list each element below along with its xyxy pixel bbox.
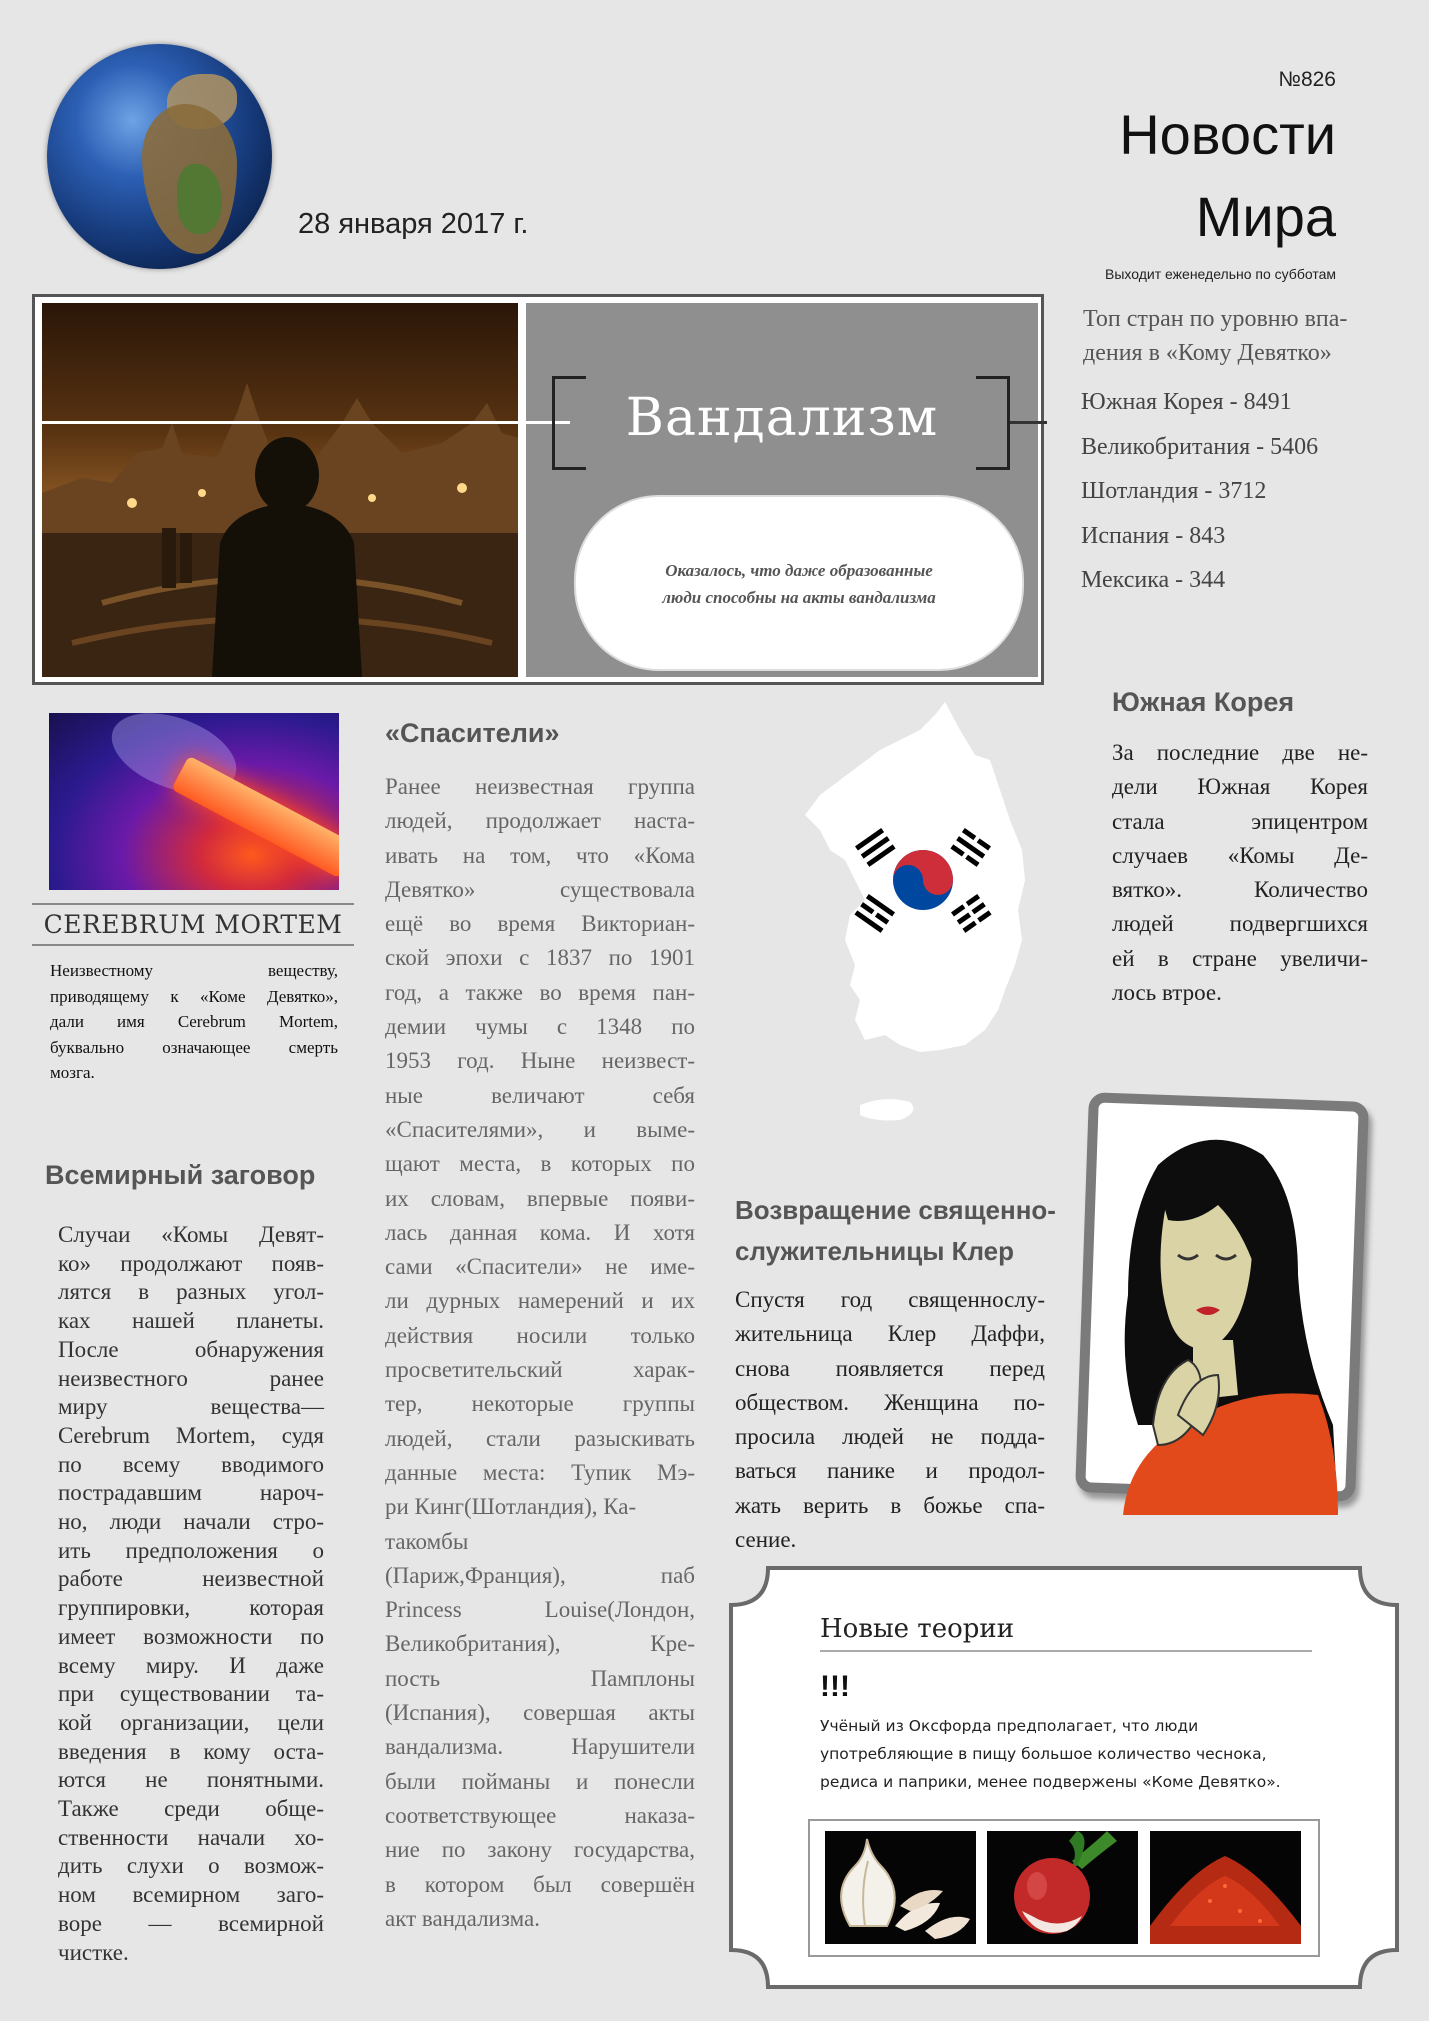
night-bridge-photo [42, 303, 518, 677]
conspiracy-heading: Всемирный заговор [45, 1160, 316, 1190]
text-line: «Спасителями», и выме- [385, 1116, 695, 1142]
text-line: ить предположения о [58, 1537, 324, 1563]
south-korea-heading: Южная Корея [1112, 687, 1295, 717]
text-line: просветительский харак- [385, 1357, 695, 1383]
text-line: кой организации, цели [58, 1709, 324, 1735]
text-line: ном всемирном заго- [58, 1882, 324, 1908]
text-line: тер, некоторые группы [385, 1391, 695, 1417]
priestess-heading: Возвращение священно- служительницы Клер [735, 1195, 1056, 1266]
text-line: ской эпохи с 1837 по 1901 [385, 945, 695, 971]
text-line: (Испания), совершая акты [385, 1700, 695, 1726]
list-item: Южная Корея - 8491 [1081, 389, 1292, 415]
text-line: данные места: Тупик Мэ- [385, 1459, 695, 1485]
text-line: ли дурных намерений и их [385, 1288, 695, 1314]
banner-rule-left [42, 421, 570, 424]
text-line: в котором был совершён [385, 1871, 695, 1897]
top-countries-title: Топ стран по уровню впа- дения в «Кому Девятко» [1083, 306, 1348, 366]
publication-frequency: Выходит еженедельно по субботам [1105, 266, 1336, 282]
text-line: Девятко» существовала [385, 876, 695, 902]
list-item: Испания - 843 [1081, 522, 1226, 549]
text-line: действия носили только [385, 1322, 695, 1348]
text-line: лась данная кома. И хотя [385, 1219, 695, 1245]
top-countries-list [1081, 380, 1318, 603]
korea-flag-icon [853, 825, 993, 935]
text-line: группировки, которая [58, 1595, 324, 1621]
masthead-title-line1: Новости [1119, 103, 1336, 166]
saviors-text [385, 770, 695, 1936]
text-line: (Париж,Франция), паб [385, 1562, 695, 1588]
text-line: вандализма. Нарушители [385, 1734, 695, 1760]
text-line: акт вандализма. [385, 1905, 540, 1931]
list-item: Мексика - 344 [1081, 567, 1226, 593]
masthead-title-line2: Мира [1195, 185, 1336, 248]
text-line: чистке. [58, 1939, 129, 1965]
divider [820, 1650, 1312, 1652]
text-line: ко» продолжают появ- [58, 1250, 324, 1276]
text-line: дить слухи о возмож- [58, 1853, 324, 1879]
text-line: имеет возможности по [58, 1623, 324, 1649]
issue-number: №826 [1278, 68, 1336, 91]
radish-image [987, 1831, 1138, 1944]
text-line: щают места, в которых по [385, 1151, 695, 1177]
text-line: ные величают себя [385, 1082, 695, 1108]
text-line: работе неизвестной [58, 1566, 324, 1592]
text-line: Также среди обще- [58, 1796, 324, 1822]
text-line: ивать на том, что «Кома [385, 842, 695, 868]
text-line: Ранее неизвестная группа [385, 774, 695, 799]
divider [32, 903, 354, 905]
text-line: ещё во время Викториан- [385, 911, 695, 937]
cerebrum-title: CEREBRUM MORTEM [43, 910, 343, 939]
new-theories-text: Учёный из Оксфорда предполагает, что люди употребляющие в пищу большое количество чеснока, редиса и паприки, менее подвержены «Коме Девятко». [820, 1717, 1281, 1791]
text-line: всему миру. И даже [58, 1652, 324, 1678]
text-line: 1953 год. Ныне неизвест- [385, 1048, 695, 1074]
list-item: Шотландия - 3712 [1081, 478, 1267, 504]
priestess-text: Спустя год священнослу- жительница Клер Даффи, снова появляется перед обществом. Женщина по- просила людей не подда- ваться панике и продол- жать верить в божье спа- сение. [735, 1287, 1045, 1553]
saviors-heading: «Спасители» [385, 718, 560, 748]
text-line: ются не понятными. [58, 1767, 324, 1793]
globe-image [47, 44, 272, 269]
text-line: После обнаружения [58, 1336, 324, 1362]
text-line: лятся в разных угол- [58, 1279, 324, 1305]
text-line: людей, стали разыскивать [385, 1425, 695, 1451]
cerebrum-text: Неизвестному веществу, приводящему к «Коме Девятко», дали имя Cerebrum Mortem, буквально означающее смерть мозга. [50, 961, 338, 1082]
text-line: Великобритания), Кре- [385, 1631, 695, 1657]
text-line: были пойманы и понесли [385, 1768, 695, 1794]
divider [32, 944, 354, 946]
text-line: неизвестного ранее [58, 1365, 324, 1391]
uv-tube-photo [49, 713, 339, 890]
paprika-image [1150, 1831, 1301, 1944]
vandalism-subtitle: Оказалось, что даже образованные люди способны на акты вандализма [662, 561, 936, 607]
text-line: их словам, впервые появи- [385, 1185, 695, 1211]
text-line: людей, продолжает наста- [385, 808, 695, 834]
text-line: пость Памплоны [385, 1665, 695, 1691]
new-theories-title: Новые теории [820, 1614, 1015, 1644]
issue-date: 28 января 2017 г. [298, 208, 529, 240]
text-line: ках нашей планеты. [58, 1308, 324, 1334]
text-line: демии чумы с 1348 по [385, 1014, 695, 1040]
text-line: Princess Louise(Лондон, [385, 1597, 695, 1623]
list-item: Великобритания - 5406 [1081, 433, 1319, 460]
vandalism-headline: Вандализм [625, 388, 939, 448]
text-line: такомбы [385, 1528, 469, 1554]
text-line: Cerebrum Mortem, судя [58, 1422, 324, 1448]
text-line: сами «Спасители» не име- [385, 1254, 695, 1280]
text-line: миру вещества— [58, 1394, 324, 1420]
text-line: воре — всемирной [58, 1910, 324, 1936]
praying-woman-illustration [1098, 1125, 1348, 1525]
text-line: пострадавшим нароч- [58, 1480, 324, 1506]
text-line: но, люди начали стро- [58, 1509, 324, 1535]
text-line: введения в кому оста- [58, 1738, 324, 1764]
text-line: при существовании та- [58, 1681, 324, 1707]
text-line: Случаи «Комы Девят- [58, 1222, 324, 1247]
exclamation-mark: !!! [820, 1670, 850, 1703]
text-line: год, а также во время пан- [385, 979, 695, 1005]
conspiracy-text [58, 1221, 324, 1967]
text-line: по всему вводимого [58, 1451, 324, 1477]
text-line: соответствующее наказа- [385, 1802, 695, 1828]
garlic-image [825, 1831, 976, 1944]
text-line: ние по закону государства, [385, 1837, 695, 1863]
text-line: ственности начали хо- [58, 1824, 324, 1850]
south-korea-text: За последние две не- дели Южная Корея стала эпицентром случаев «Комы Де- вятко». Количество людей подвергшихся ей в стране увеличи- лось втрое. [1112, 740, 1368, 1006]
text-line: ри Кинг(Шотландия), Ка- [385, 1494, 637, 1520]
